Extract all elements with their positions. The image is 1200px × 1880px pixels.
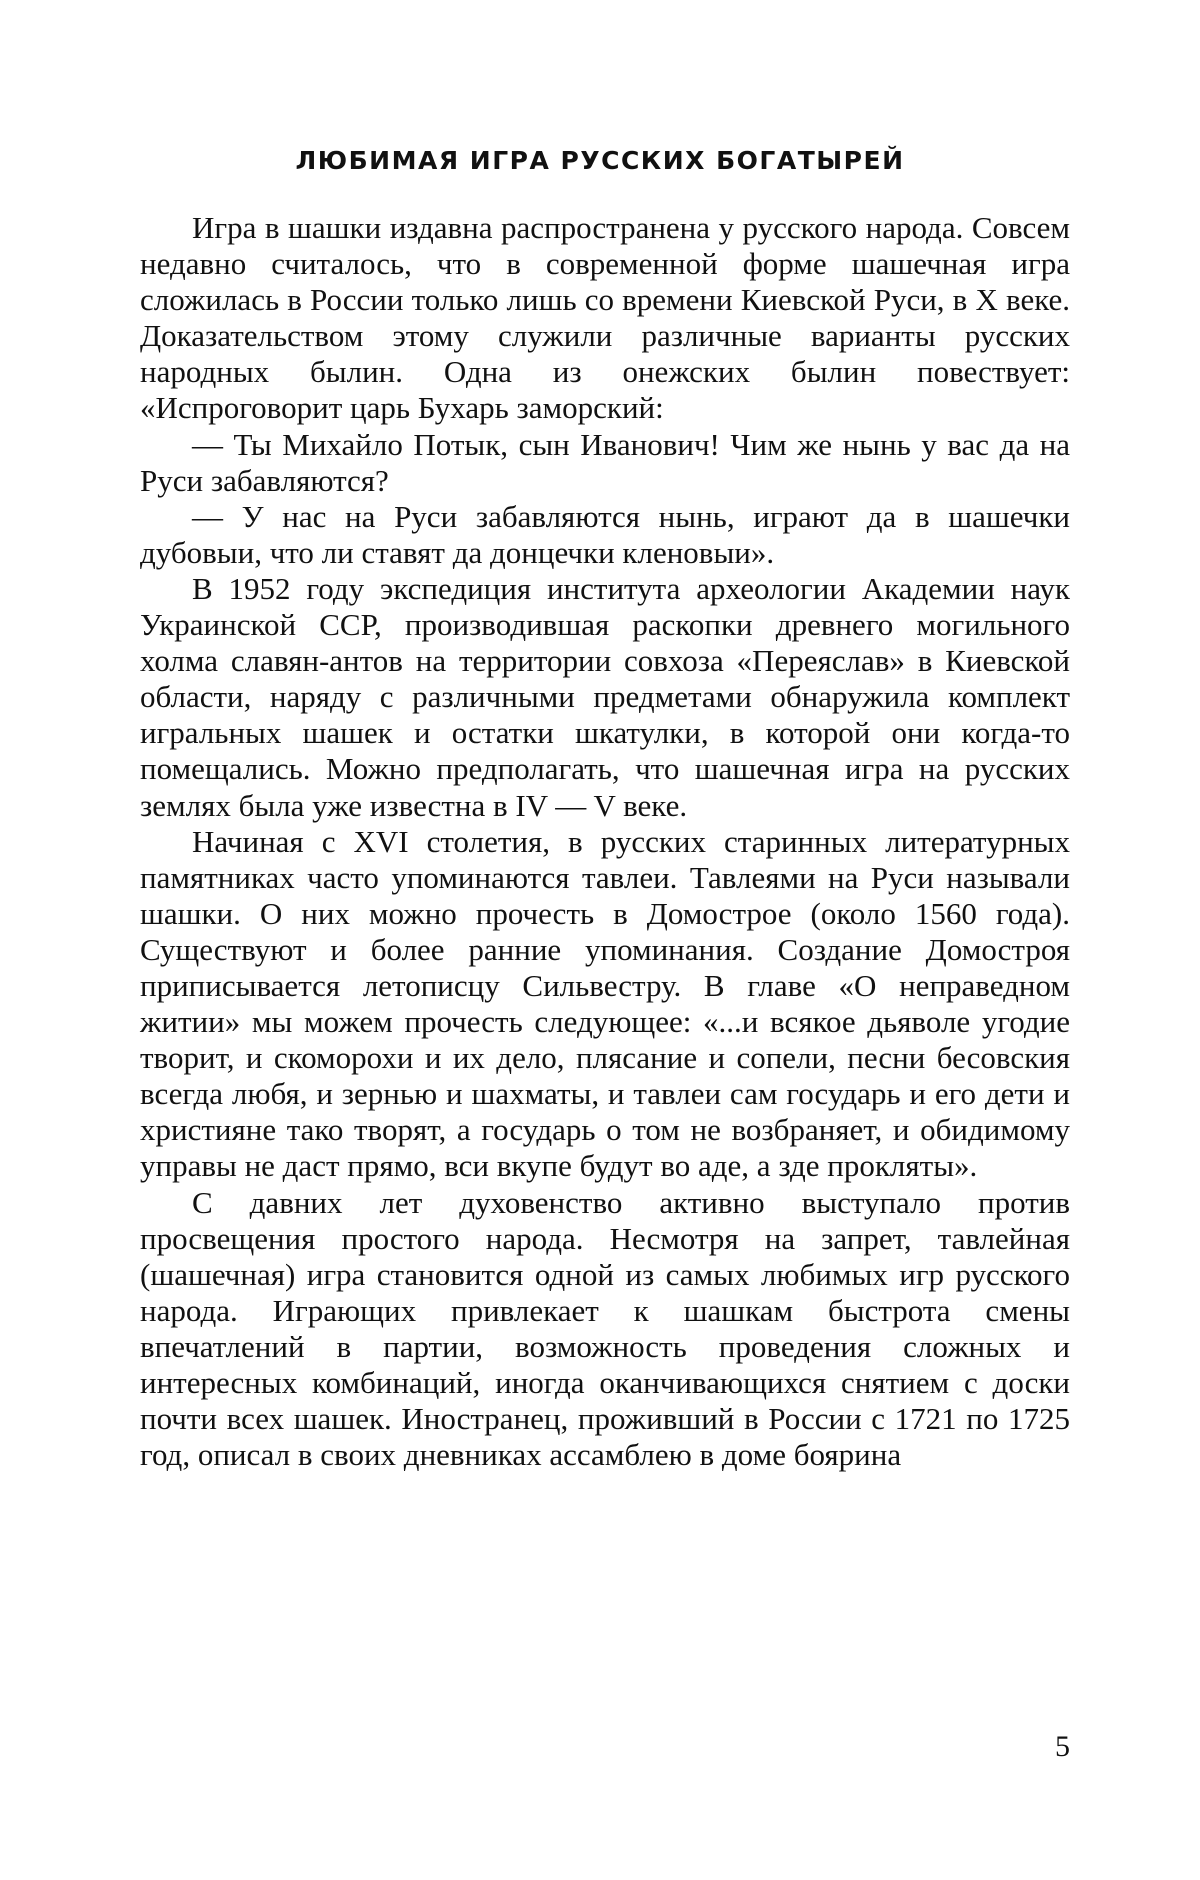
paragraph: В 1952 году экспедиция института археологии Академии наук Украинской ССР, производившая раскопки древнего могильного холма славян-антов на территории совхоза «Переяслав» в Киевской области, наряду с различными предметами обнаружила комплект игральных шашек и остатки шкатулки, в которой они когда-то помещались. Можно предполагать, что шашечная игра на русских землях была уже известна в IV — V веке.: [140, 570, 1070, 823]
paragraph: Начиная с XVI столетия, в русских старинных литературных памятниках часто упоминаются тавлеи. Тавлеями на Руси называли шашки. О них можно прочесть в Домострое (около 1560 года). Существуют и более ранние упоминания. Создание Домостроя приписывается летописцу Сильвестру. В главе «О неправедном житии» мы можем прочесть следующее: «...и всякое дьяволе угодие творит, и скоморохи и их дело, плясание и сопели, песни бесовския всегда любя, и зернью и шахматы, и тавлеи сам государь и его дети и християне тако творят, а государь о том не возбраняет, и обидимому управы не даст прямо, вси вкупе будут во аде, а зде прокляты».: [140, 823, 1070, 1184]
body-text: [140, 210, 1070, 1473]
chapter-title: ЛЮБИМАЯ ИГРА РУССКИХ БОГАТЫРЕЙ: [295, 146, 905, 175]
paragraph: — Ты Михайло Потык, сын Иванович! Чим же нынь у вас да на Руси забавляются?: [140, 426, 1070, 498]
paragraph: С давних лет духовенство активно выступало против просвещения простого народа. Несмотря на запрет, тавлейная (шашечная) игра становится одной из самых любимых игр русского народа. Играющих привлекает к шашкам быстрота смены впечатлений в партии, возможность проведения сложных и интересных комбинаций, иногда оканчивающихся снятием с доски почти всех шашек. Иностранец, проживший в России с 1721 по 1725 год, описал в своих дневниках ассамблею в доме боярина: [140, 1184, 1070, 1473]
paragraph: — У нас на Руси забавляются нынь, играют да в шашечки дубовыи, что ли ставят да донцечки кленовыи».: [140, 498, 1070, 570]
paragraph: Игра в шашки издавна распространена у русского народа. Совсем недавно считалось, что в современной форме шашечная игра сложилась в России только лишь со времени Киевской Руси, в X веке. Доказательством этому служили различные варианты русских народных былин. Одна из онежских былин повествует: «Испроговорит царь Бухарь заморский:: [140, 210, 1070, 426]
page-number: 5: [1055, 1730, 1070, 1763]
